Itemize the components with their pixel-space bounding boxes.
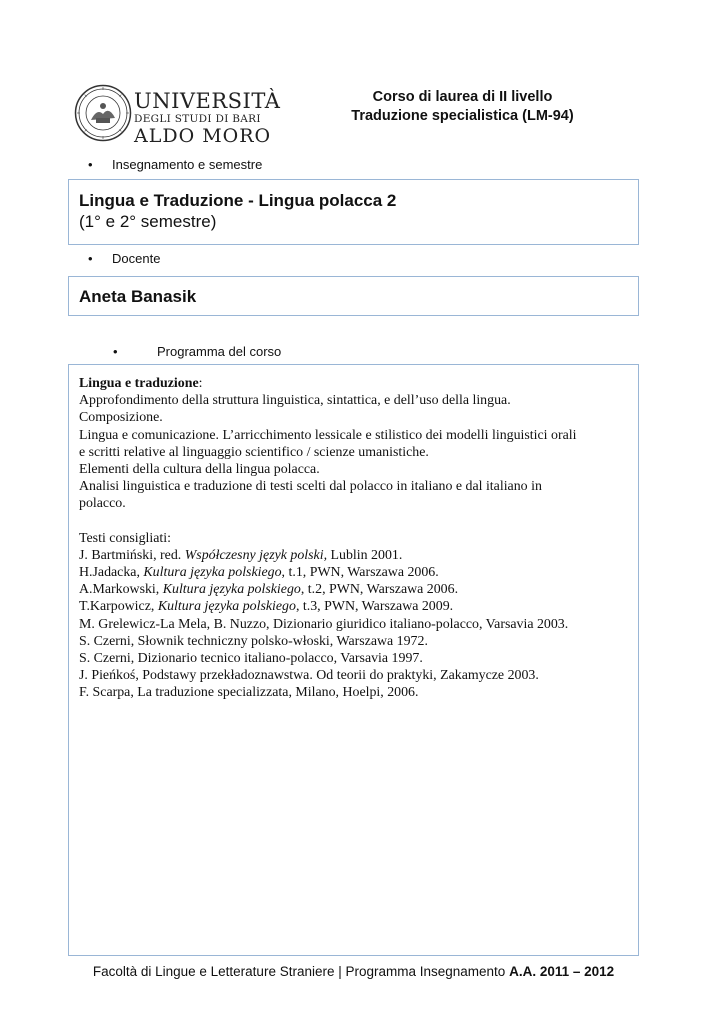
teacher-name: Aneta Banasik bbox=[79, 287, 197, 306]
program-line: e scritti relative al linguaggio scientifico / scienze umanistiche. bbox=[79, 444, 429, 460]
reference-item: F. Scarpa, La traduzione specializzata, Milano, Hoelpi, 2006. bbox=[79, 685, 419, 701]
logo-line-aldo-moro: ALDO MORO bbox=[134, 125, 272, 147]
program-content bbox=[69, 365, 638, 712]
reference-item: H.Jadacka, Kultura języka polskiego, t.1, PWN, Warszawa 2006. bbox=[79, 565, 439, 581]
reference-item: S. Czerni, Dizionario tecnico italiano-polacco, Varsavia 1997. bbox=[79, 651, 423, 667]
teacher-box bbox=[68, 276, 639, 316]
university-seal-icon bbox=[74, 84, 132, 142]
logo-line-universita: UNIVERSITÀ bbox=[134, 89, 281, 113]
references-heading: Testi consigliati: bbox=[79, 530, 172, 546]
program-line: polacco. bbox=[79, 496, 126, 512]
logo-wordmark bbox=[134, 90, 280, 146]
footer-text: Facoltà di Lingue e Letterature Straniere | Programma Insegnamento bbox=[92, 964, 510, 979]
section-label-program: • Programma del corso bbox=[113, 344, 282, 359]
course-subject: Lingua e Traduzione - Lingua polacca 2 bbox=[79, 191, 397, 210]
course-name: Traduzione specialistica (LM-94) bbox=[351, 108, 574, 124]
logo-line-degli-studi: DEGLI STUDI DI BARI bbox=[134, 113, 261, 125]
reference-item: S. Czerni, Słownik techniczny polsko-włoski, Warszawa 1972. bbox=[79, 633, 428, 649]
program-box bbox=[68, 364, 639, 956]
references-list bbox=[79, 547, 628, 702]
course-header bbox=[320, 88, 605, 126]
footer-academic-year: A.A. 2011 – 2012 bbox=[509, 964, 615, 979]
page-footer bbox=[68, 964, 639, 980]
reference-item: T.Karpowicz, Kultura języka polskiego, t.3, PWN, Warszawa 2009. bbox=[79, 599, 454, 615]
section-label-teacher: • Docente bbox=[88, 251, 161, 266]
program-description bbox=[79, 392, 628, 512]
reference-item: M. Grelewicz-La Mela, B. Nuzzo, Dizionario giuridico italiano-polacco, Varsavia 2003. bbox=[79, 616, 569, 632]
program-line: Lingua e comunicazione. L’arricchimento lessicale e stilistico dei modelli linguistici orali bbox=[79, 427, 577, 443]
program-heading: Lingua e traduzione: bbox=[79, 376, 203, 391]
program-line: Composizione. bbox=[79, 410, 163, 426]
program-line: Approfondimento della struttura linguistica, sintattica, e dell’uso della lingua. bbox=[79, 393, 511, 409]
reference-item: J. Bartmiński, red. Współczesny język polski, Lublin 2001. bbox=[79, 547, 403, 563]
program-line: Analisi linguistica e traduzione di testi scelti dal polacco in italiano e dal italiano in bbox=[79, 479, 542, 495]
teaching-box bbox=[68, 179, 639, 245]
bullet-icon: • bbox=[88, 157, 93, 172]
course-semester: (1° e 2° semestre) bbox=[79, 212, 217, 231]
bullet-icon: • bbox=[113, 344, 118, 359]
teaching-title bbox=[69, 180, 638, 242]
bullet-icon: • bbox=[88, 251, 93, 266]
course-level: Corso di laurea di II livello bbox=[372, 89, 553, 105]
university-logo bbox=[74, 84, 281, 147]
section-label-teaching: • Insegnamento e semestre bbox=[88, 157, 263, 172]
reference-item: A.Markowski, Kultura języka polskiego, t.2, PWN, Warszawa 2006. bbox=[79, 582, 459, 598]
reference-item: J. Pieńkoś, Podstawy przekładoznawstwa. Od teorii do praktyki, Zakamycze 2003. bbox=[79, 668, 539, 684]
program-line: Elementi della cultura della lingua polacca. bbox=[79, 462, 320, 478]
